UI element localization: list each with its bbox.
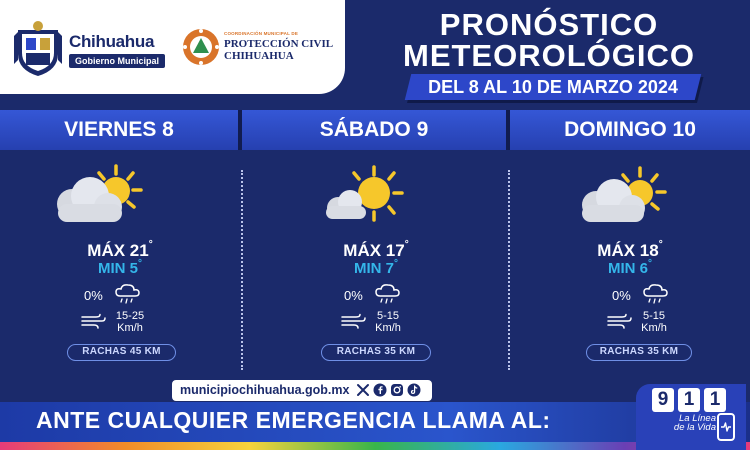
rain-chance: 0% [84, 288, 103, 303]
degree-symbol: ° [394, 258, 398, 269]
wind-range: 5-15 [376, 310, 400, 322]
rain-chance: 0% [612, 288, 631, 303]
min-temp-value: MIN 7 [353, 260, 394, 277]
max-temp [510, 241, 750, 261]
wind-speed [368, 310, 408, 334]
min-temp [244, 260, 508, 277]
column-divider [241, 170, 243, 370]
min-temp-value: MIN 6 [607, 260, 648, 277]
wind-unit: Km/h [641, 322, 667, 334]
wind-icon [340, 313, 366, 329]
min-temp [0, 260, 240, 277]
gusts-badge: RACHAS 45 KM [67, 344, 176, 361]
digit-1: 1 [678, 388, 700, 412]
gusts-badge: RACHAS 35 KM [586, 344, 692, 361]
max-temp [244, 241, 508, 261]
government-label: Gobierno Municipal [69, 54, 165, 68]
wind-unit: Km/h [375, 322, 401, 334]
forecast-card-sunday [510, 150, 750, 380]
date-range: DEL 8 AL 10 DE MARZO 2024 [428, 77, 678, 97]
day-header-sunday: DOMINGO 10 [510, 110, 750, 150]
linea-line2: de la Vida [673, 422, 716, 433]
rain-cloud-icon [114, 283, 142, 305]
day-header-saturday: SÁBADO 9 [242, 110, 506, 150]
day-header-friday: VIERNES 8 [0, 110, 238, 150]
x-icon[interactable] [356, 383, 370, 397]
degree-symbol: ° [648, 258, 652, 269]
digit-9: 9 [652, 388, 674, 412]
civil-protection-emblem-icon [182, 28, 220, 66]
gusts-badge: RACHAS 35 KM [321, 344, 431, 361]
max-temp-value: MÁX 17 [343, 241, 405, 260]
wind-speed [108, 310, 152, 334]
linea-line1: La Línea [679, 413, 716, 424]
title-line1: PRONÓSTICO [439, 7, 659, 42]
instagram-icon[interactable] [390, 383, 404, 397]
wind-unit: Km/h [117, 322, 143, 334]
website-link[interactable]: municipiochihuahua.gob.mx [180, 383, 350, 397]
civil-protection-name [224, 38, 333, 62]
wind-icon [80, 313, 106, 329]
phone-icon [716, 412, 736, 442]
tiktok-icon[interactable] [407, 383, 421, 397]
degree-symbol: ° [138, 258, 142, 269]
wind-range: 5-15 [642, 310, 666, 322]
min-temp [510, 260, 750, 277]
page-title [400, 9, 698, 71]
rain-cloud-icon [642, 283, 670, 305]
emergency-text: ANTE CUALQUIER EMERGENCIA LLAMA AL: [36, 407, 551, 433]
title-line2: METEOROLÓGICO [403, 38, 695, 73]
min-temp-value: MIN 5 [97, 260, 138, 277]
wind-range: 15-25 [115, 310, 145, 322]
max-temp-value: MÁX 21 [87, 241, 149, 260]
municipal-coat-of-arms-icon [12, 20, 64, 78]
max-temp [0, 241, 240, 261]
sun-with-small-cloud-icon [318, 164, 418, 234]
forecast-card-saturday [244, 150, 508, 380]
wind-speed [634, 310, 674, 334]
degree-symbol: ° [658, 239, 663, 250]
degree-symbol: ° [404, 239, 409, 250]
cloud-with-sun-icon [572, 164, 672, 234]
digit-1-second: 1 [704, 388, 726, 412]
linea-de-la-vida [646, 414, 716, 432]
rain-cloud-icon [374, 283, 402, 305]
facebook-icon[interactable] [373, 383, 387, 397]
civil-protection-line2: CHIHUAHUA [224, 50, 294, 62]
max-temp-value: MÁX 18 [597, 241, 659, 260]
cloud-with-sun-icon [46, 162, 146, 232]
rain-chance: 0% [344, 288, 363, 303]
civil-protection-line1: PROTECCIÓN CIVIL [224, 38, 334, 50]
forecast-card-friday [0, 150, 240, 380]
civil-protection-coordination: COORDINACIÓN MUNICIPAL DE [224, 31, 299, 36]
wind-icon [606, 313, 632, 329]
municipality-name: Chihuahua [69, 32, 155, 51]
degree-symbol: ° [148, 239, 153, 250]
